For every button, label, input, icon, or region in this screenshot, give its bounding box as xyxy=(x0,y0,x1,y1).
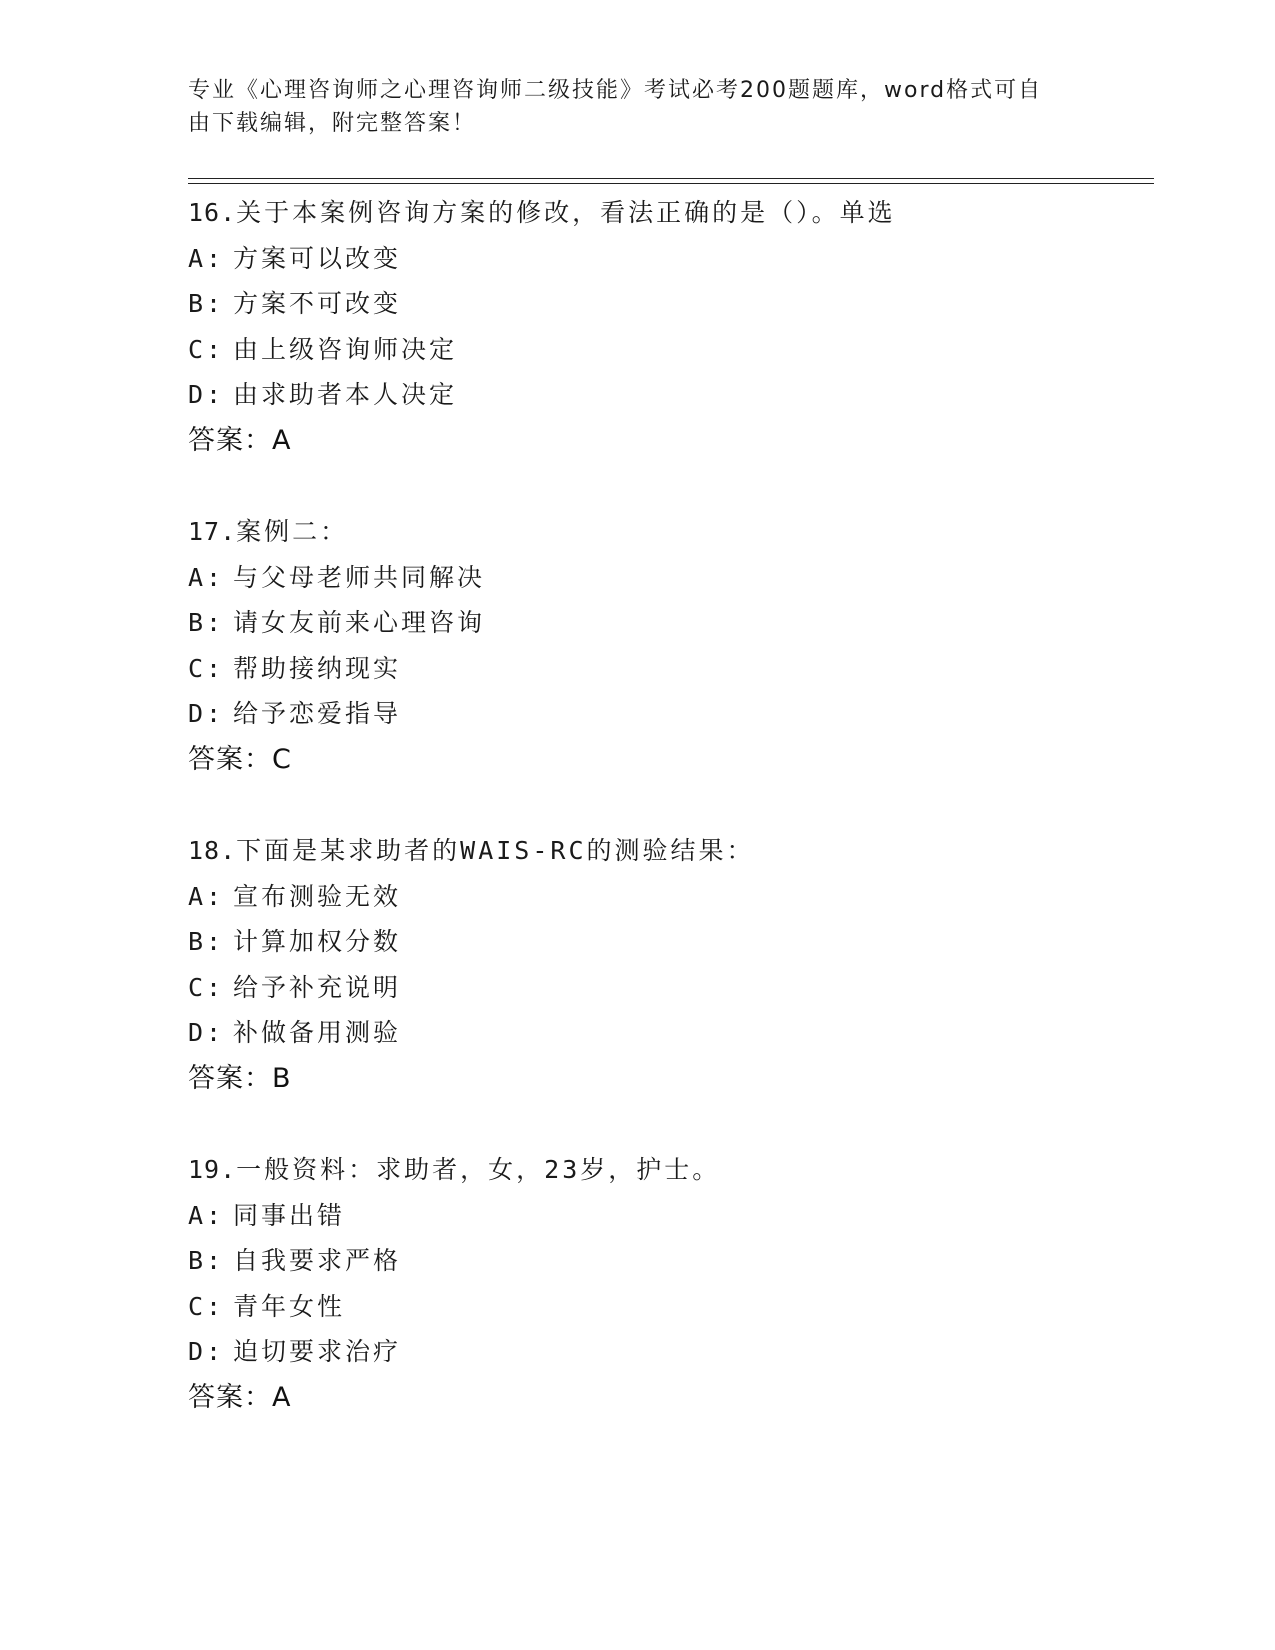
option-d xyxy=(188,691,1148,737)
option-text: 请女友前来心理咨询 xyxy=(233,608,486,637)
option-text: 方案不可改变 xyxy=(233,289,402,318)
option-c xyxy=(188,1284,1148,1330)
option-text: 给予补充说明 xyxy=(233,972,402,1002)
option-label: B: xyxy=(188,927,225,956)
answer-line: 答案：A xyxy=(188,424,292,456)
option-label: A: xyxy=(188,562,225,592)
question-text: 一般资料：求助者，女，23岁，护士。 xyxy=(236,1155,721,1184)
option-c xyxy=(188,327,1148,373)
question-stem xyxy=(188,190,1148,236)
header-divider-top xyxy=(188,178,1154,179)
option-text: 计算加权分数 xyxy=(233,927,402,956)
option-b xyxy=(188,1238,1148,1284)
option-a xyxy=(188,1193,1148,1239)
option-text: 青年女性 xyxy=(233,1291,346,1321)
option-d xyxy=(188,1010,1148,1056)
option-label: A: xyxy=(188,1200,225,1230)
option-label: B: xyxy=(188,608,225,637)
header-line-1: 专业《心理咨询师之心理咨询师二级技能》考试必考200题题库，word格式可自 xyxy=(188,78,1043,103)
answer-line: 答案：A xyxy=(188,1381,292,1413)
option-c xyxy=(188,965,1148,1011)
option-d xyxy=(188,372,1148,418)
option-a xyxy=(188,236,1148,282)
option-label: C: xyxy=(188,653,225,683)
option-label: C: xyxy=(188,334,225,364)
document-header xyxy=(188,74,1078,140)
answer-line: 答案：B xyxy=(188,1062,292,1094)
option-label: D: xyxy=(188,699,225,728)
question-17 xyxy=(188,509,1148,782)
option-c xyxy=(188,646,1148,692)
option-b xyxy=(188,600,1148,646)
option-label: C: xyxy=(188,1291,225,1321)
question-stem xyxy=(188,828,1148,874)
option-text: 同事出错 xyxy=(233,1200,346,1230)
question-19 xyxy=(188,1147,1148,1420)
option-label: A: xyxy=(188,243,225,273)
header-line-2: 由下载编辑，附完整答案！ xyxy=(188,111,477,136)
option-text: 补做备用测验 xyxy=(233,1018,402,1047)
question-number: 17. xyxy=(188,517,237,546)
question-stem xyxy=(188,509,1148,555)
option-text: 帮助接纳现实 xyxy=(233,653,402,683)
option-a xyxy=(188,555,1148,601)
question-number: 16. xyxy=(188,198,237,227)
question-number: 18. xyxy=(188,836,237,865)
option-text: 给予恋爱指导 xyxy=(233,699,402,728)
option-text: 由求助者本人决定 xyxy=(233,380,458,409)
option-label: A: xyxy=(188,881,225,911)
question-text: 关于本案例咨询方案的修改，看法正确的是（）。单选 xyxy=(236,198,896,227)
question-text: 案例二： xyxy=(236,517,349,546)
option-d xyxy=(188,1329,1148,1375)
option-label: D: xyxy=(188,1337,225,1366)
option-text: 与父母老师共同解决 xyxy=(233,562,486,592)
option-text: 方案可以改变 xyxy=(233,243,402,273)
option-label: C: xyxy=(188,972,225,1002)
option-b xyxy=(188,919,1148,965)
option-label: B: xyxy=(188,1246,225,1275)
option-label: B: xyxy=(188,289,225,318)
option-label: D: xyxy=(188,380,225,409)
option-b xyxy=(188,281,1148,327)
option-text: 由上级咨询师决定 xyxy=(233,334,458,364)
option-text: 自我要求严格 xyxy=(233,1246,402,1275)
question-stem xyxy=(188,1147,1148,1193)
question-text: 下面是某求助者的WAIS-RC的测验结果： xyxy=(236,836,755,865)
option-a xyxy=(188,874,1148,920)
option-text: 迫切要求治疗 xyxy=(233,1337,402,1366)
option-label: D: xyxy=(188,1018,225,1047)
question-16 xyxy=(188,190,1148,463)
question-number: 19. xyxy=(188,1155,237,1184)
header-divider-bottom xyxy=(188,183,1154,184)
question-18 xyxy=(188,828,1148,1101)
option-text: 宣布测验无效 xyxy=(233,881,402,911)
answer-line: 答案：C xyxy=(188,743,292,775)
